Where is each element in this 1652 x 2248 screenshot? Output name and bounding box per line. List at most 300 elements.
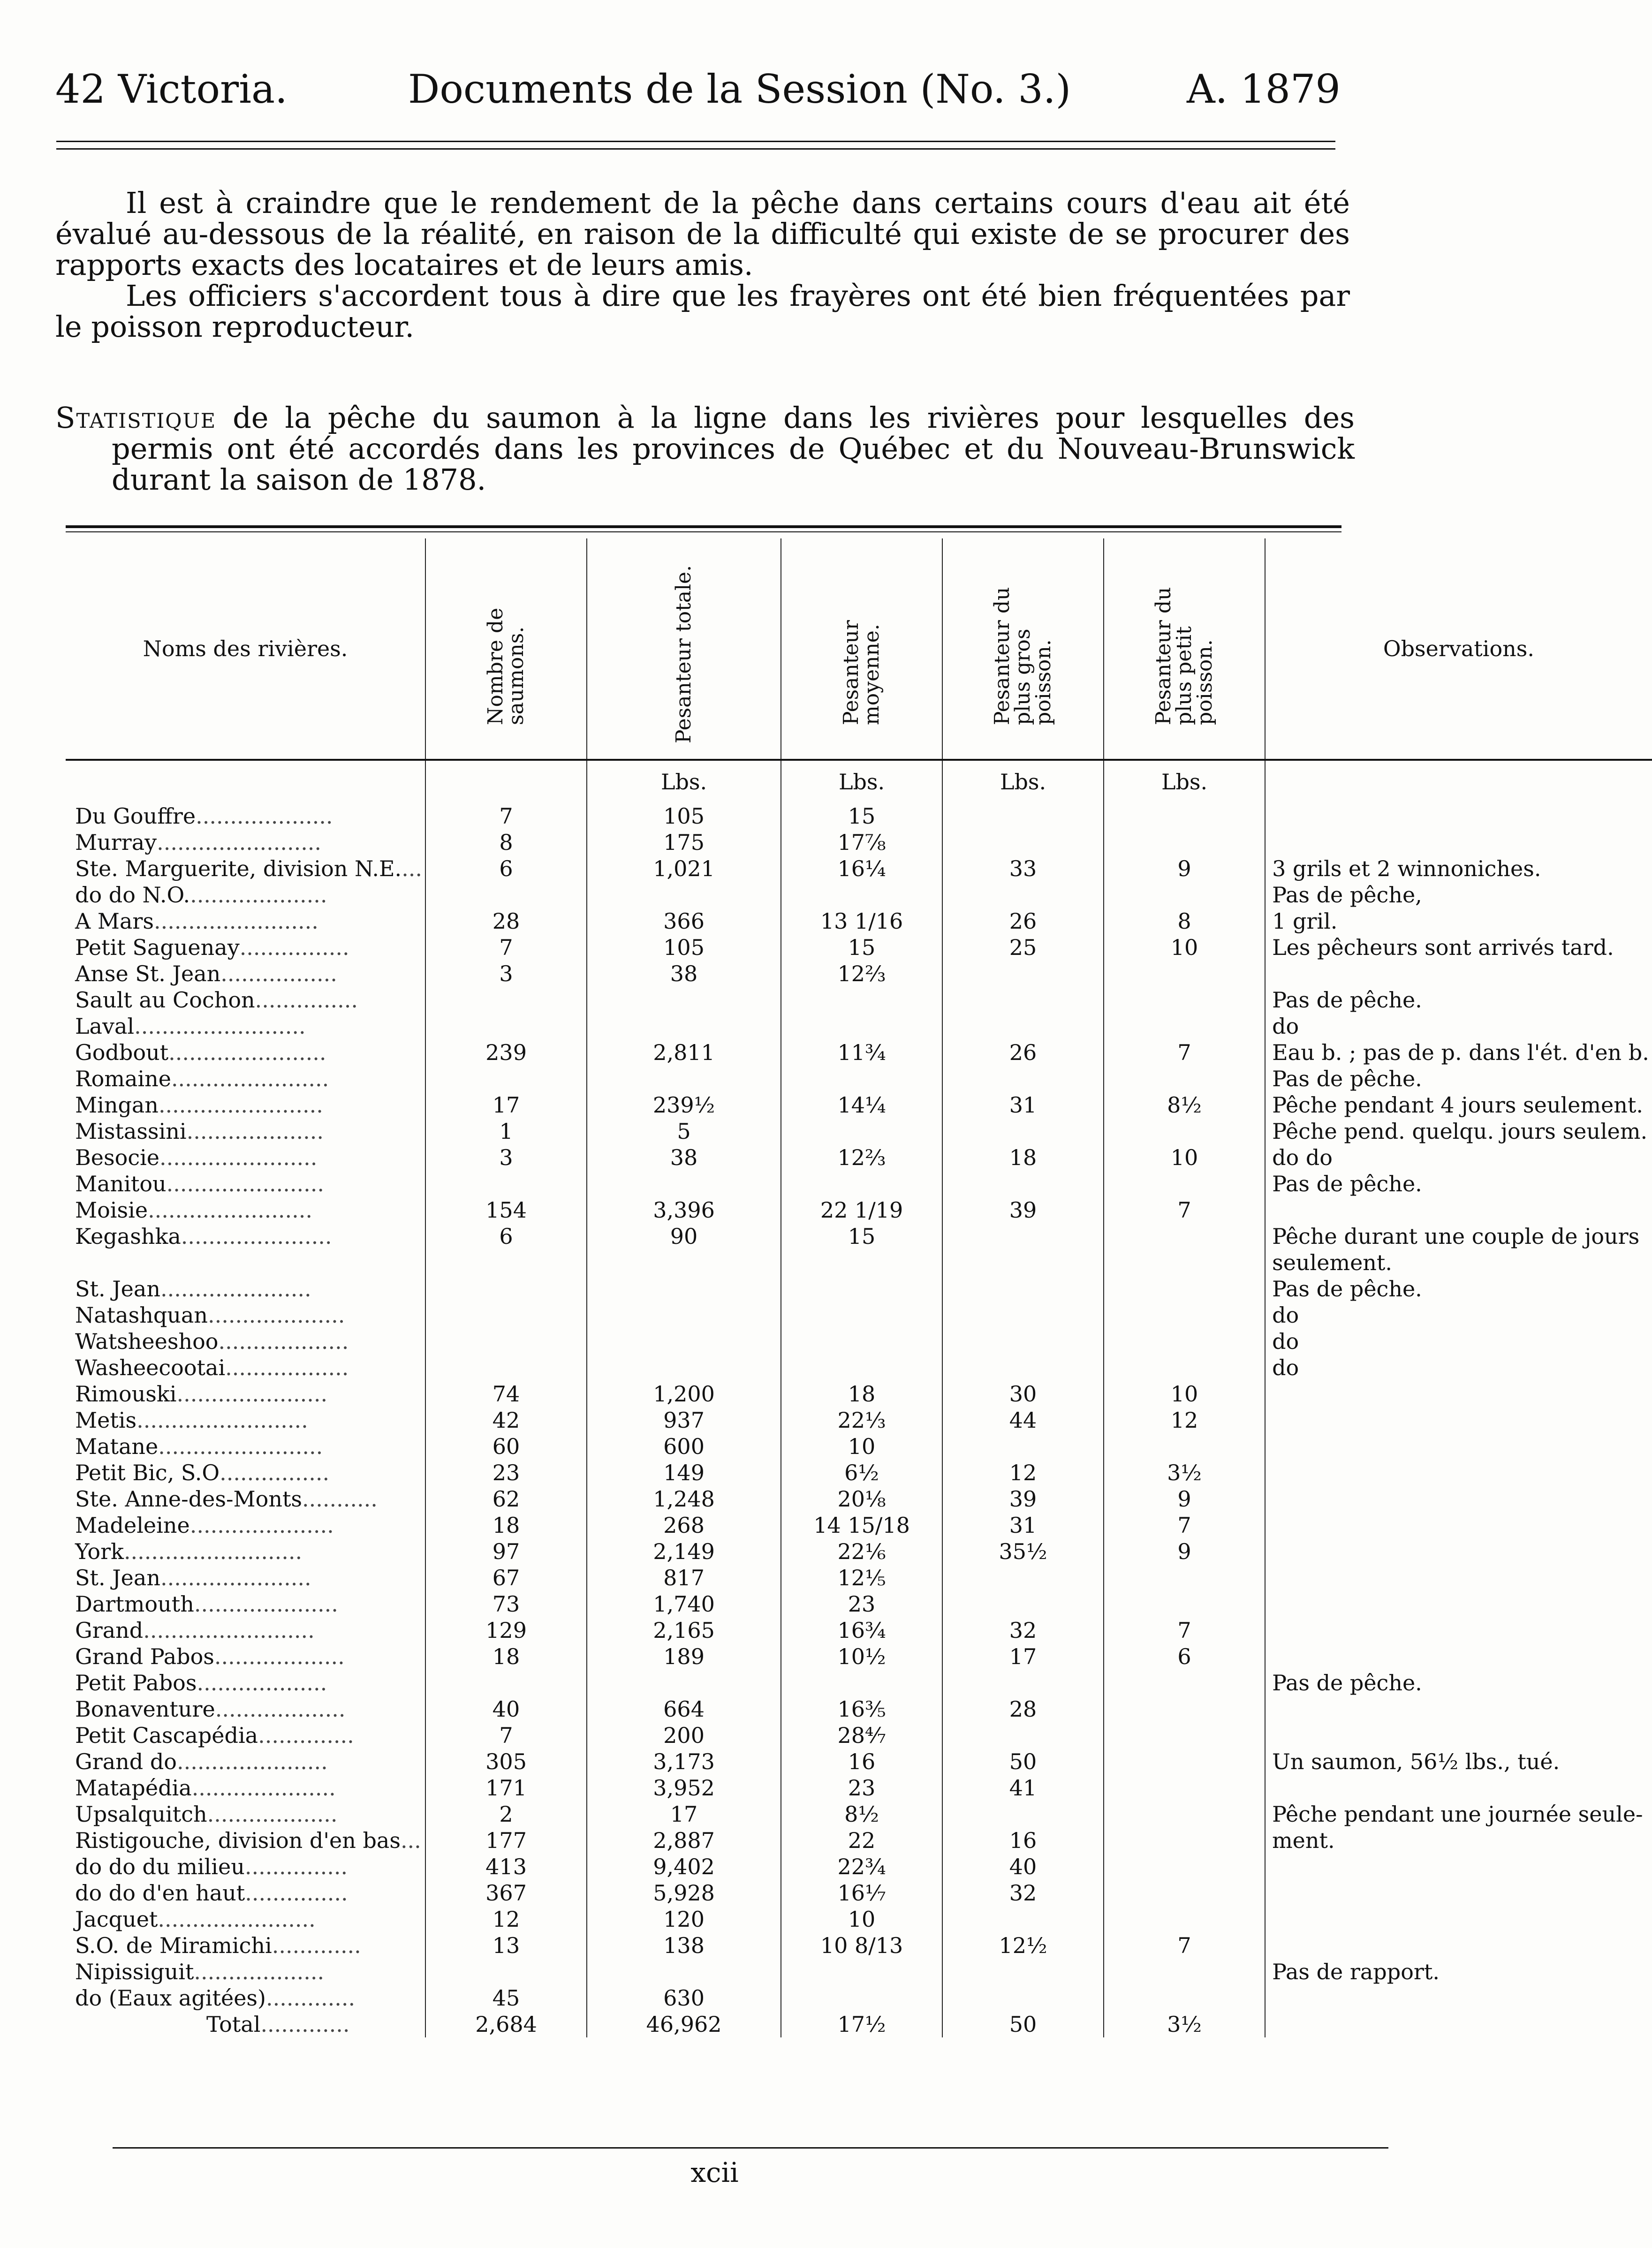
observation-cell [1265,1854,1652,1880]
max-cell [942,1565,1104,1591]
max-cell [942,1013,1104,1039]
total-cell [587,1039,781,1066]
avg-cell-text: 23 [848,1591,876,1617]
observation-cell [1265,1039,1652,1066]
river-name-text: Rimouski [75,1381,177,1407]
max-cell-text: 33 [1009,856,1037,881]
avg-cell [781,1906,942,1932]
total-cell-text: 2,165 [653,1618,715,1643]
max-cell [942,1039,1104,1066]
river-name-text: Grand [75,1618,144,1643]
observation-cell [1265,1775,1652,1801]
avg-cell-text: 10 8/13 [820,1933,903,1958]
total-cell [587,1775,781,1801]
max-cell-text: 41 [1009,1775,1037,1801]
avg-cell-text: 28⁴⁄₇ [837,1723,886,1748]
count-cell-text: 67 [492,1565,520,1590]
unit-avg: Lbs. [781,760,942,803]
total-cell [587,1801,781,1827]
table-header-row [66,538,1652,760]
observation-cell [1265,803,1652,829]
table-row [66,1039,1652,1066]
total-cell-text: 366 [663,908,705,934]
total-cell [587,1643,781,1670]
observation-cell [1265,1538,1652,1565]
river-name-text: Ste. Marguerite, division N.E. [75,856,402,881]
count-cell [425,1013,587,1039]
count-cell-text: 18 [492,1644,520,1669]
total-cell [587,855,781,882]
max-cell [942,1433,1104,1460]
river-name-text: Du Gouffre [75,803,196,829]
count-cell-text: 74 [492,1381,520,1407]
river-name-text: Nipissiguit [75,1959,194,1984]
observation-cell [1265,1670,1652,1696]
min-cell [1104,1013,1265,1039]
river-name: Murray........................ [75,830,322,855]
avg-cell-text: 12⅔ [837,1145,886,1170]
river-name [66,1249,425,1276]
count-cell [425,1118,587,1144]
count-cell-text: 18 [492,1513,520,1538]
max-cell [942,1538,1104,1565]
total-cell-text: 5,928 [653,1880,715,1906]
river-name: Matane........................ [75,1434,323,1459]
min-cell [1104,1696,1265,1722]
max-cell [942,1617,1104,1643]
observation-cell [1265,908,1652,934]
count-cell-text: 42 [492,1408,520,1433]
avg-cell-text: 16¼ [837,856,886,881]
total-cell [587,908,781,934]
river-name: Petit Bic, S.O................ [75,1460,330,1485]
river-name: Petit Cascapédia.............. [75,1723,354,1748]
min-cell [1104,829,1265,855]
observation-cell [1265,1722,1652,1748]
river-name: Ste. Anne-des-Monts........... [75,1486,378,1512]
count-cell-text: 129 [485,1618,527,1643]
total-cell [587,1617,781,1643]
total-cell-text: 138 [663,1933,705,1958]
avg-cell-text: 16 [848,1749,876,1774]
river-name-text: do do du milieu [75,1854,245,1879]
river-name-text: St. Jean [75,1565,160,1590]
min-cell-text: 6 [1177,1644,1191,1669]
min-cell [1104,1932,1265,1959]
table-row [66,1801,1652,1827]
total-cell-text: 3,173 [653,1749,715,1774]
min-cell [1104,1407,1265,1433]
river-name: St. Jean...................... [75,1565,311,1590]
count-cell-text: 7 [499,935,513,960]
river-name-text: Petit Pabos [75,1670,197,1695]
avg-cell [781,1643,942,1670]
river-name-text: Laval [75,1014,135,1039]
count-cell-text: 7 [499,803,513,829]
river-name-text: Bonaventure [75,1696,215,1722]
min-cell [1104,1433,1265,1460]
count-cell-text: 1 [499,1119,513,1144]
avg-cell [781,1854,942,1880]
river-name-text: Petit Cascapédia [75,1723,258,1748]
min-cell [1104,1801,1265,1827]
max-cell-text: 12½ [999,1933,1047,1958]
max-cell [942,803,1104,829]
avg-cell [781,1512,942,1538]
total-cell [587,1118,781,1144]
avg-cell-text: 14¼ [837,1092,886,1118]
total-cell-text: 1,021 [653,856,715,881]
min-cell [1104,882,1265,908]
caption-lead: Statistique [55,401,217,435]
count-cell-text: 7 [499,1723,513,1748]
observation-cell [1265,1591,1652,1617]
river-name-text: Mistassini [75,1119,187,1144]
avg-cell-text: 16⅐ [837,1880,886,1906]
total-cell [587,1748,781,1775]
avg-cell [781,1460,942,1486]
table-row [66,855,1652,882]
observation-cell-text: Pêche pendant une journée seule- [1272,1801,1643,1827]
avg-cell [781,1959,942,1985]
observation-cell [1265,1565,1652,1591]
min-cell [1104,1486,1265,1512]
table-row [66,1565,1652,1591]
river-name-text: Murray [75,830,157,855]
observation-cell [1265,1985,1652,2011]
observation-cell [1265,829,1652,855]
col-header-max-text: Pesanteur du plus gros poisson. [990,587,1056,725]
river-name: Moisie........................ [75,1197,312,1223]
observation-cell-text: 3 grils et 2 winnoniches. [1272,856,1541,881]
total-cell [587,1092,781,1118]
observation-cell [1265,1486,1652,1512]
total-cell [587,882,781,908]
max-cell [942,1092,1104,1118]
river-name-text: Manitou [75,1171,167,1196]
table-row [66,1932,1652,1959]
min-cell [1104,1171,1265,1197]
max-cell [942,1985,1104,2011]
max-cell [942,1381,1104,1407]
paragraph-2: Les officiers s'accordent tous à dire que les frayères ont été bien fréquentées par le poisson reproducteur. [55,279,1350,344]
river-name: Matapédia..................... [75,1775,336,1801]
max-cell-text: 39 [1009,1197,1037,1223]
max-cell [942,882,1104,908]
avg-cell-text: 15 [848,935,876,960]
count-cell-text: 62 [492,1486,520,1512]
avg-cell [781,1328,942,1355]
table-row [66,1171,1652,1197]
avg-cell [781,961,942,987]
river-name-text: Upsalquitch [75,1801,207,1827]
count-cell [425,1801,587,1827]
river-name: Bonaventure................... [75,1696,346,1722]
table-row [66,1197,1652,1223]
count-cell-text: 45 [492,1985,520,2011]
max-cell-text: 31 [1009,1092,1037,1118]
table-row [66,1827,1652,1854]
table-row [66,1512,1652,1538]
river-name-text: Sault au Cochon [75,987,255,1013]
observation-cell [1265,1197,1652,1223]
table-row [66,803,1652,829]
max-cell [942,1276,1104,1302]
table-row [66,1302,1652,1328]
min-cell-text: 10 [1170,935,1198,960]
observation-cell [1265,1643,1652,1670]
min-cell [1104,1591,1265,1617]
avg-cell-text: 12⅔ [837,961,886,986]
observation-cell-text: ment. [1272,1828,1335,1853]
observation-cell-text: Les pêcheurs sont arrivés tard. [1272,935,1614,960]
min-cell-text: 10 [1170,1145,1198,1170]
table-row [66,1538,1652,1565]
count-cell [425,1959,587,1985]
min-cell [1104,934,1265,961]
total-avg: 17½ [781,2011,942,2037]
min-cell [1104,1144,1265,1171]
min-cell [1104,1670,1265,1696]
avg-cell-text: 22¾ [837,1854,886,1879]
total-cell [587,1249,781,1276]
count-cell [425,934,587,961]
max-cell-text: 17 [1009,1644,1037,1669]
river-name: do do N.O..................... [75,882,327,908]
min-cell [1104,1302,1265,1328]
col-header-total-text: Pesanteur totale. [672,565,696,743]
min-cell-text: 3½ [1167,1460,1202,1485]
count-cell [425,1985,587,2011]
avg-cell [781,934,942,961]
avg-cell [781,1118,942,1144]
avg-cell-text: 15 [848,1224,876,1249]
avg-cell-text: 10 [848,1907,876,1932]
observation-cell [1265,1407,1652,1433]
river-name: Upsalquitch................... [75,1801,338,1827]
total-cell [587,1906,781,1932]
river-name-text: A Mars [75,908,154,934]
observation-cell [1265,1381,1652,1407]
river-name: S.O. de Miramichi............. [75,1933,361,1958]
min-cell [1104,1066,1265,1092]
min-cell [1104,1854,1265,1880]
observation-cell [1265,1748,1652,1775]
count-cell [425,1276,587,1302]
total-cell [587,1512,781,1538]
avg-cell-text: 22⅙ [837,1539,886,1564]
table-row [66,987,1652,1013]
max-cell [942,855,1104,882]
count-cell [425,1092,587,1118]
count-cell [425,1381,587,1407]
observation-cell [1265,1801,1652,1827]
total-cell-text: 1,248 [653,1486,715,1512]
max-cell-text: 50 [1009,1749,1037,1774]
count-cell [425,1748,587,1775]
river-name-text: Grand do [75,1749,177,1774]
total-cell-text: 2,887 [653,1828,715,1853]
table-row [66,1959,1652,1985]
observation-cell [1265,1276,1652,1302]
observation-cell-text: Pas de pêche, [1272,882,1422,908]
min-cell [1104,1827,1265,1854]
river-name-text: St. Jean [75,1276,160,1302]
observation-cell [1265,1696,1652,1722]
count-cell [425,1880,587,1906]
total-cell [587,1355,781,1381]
col-header-total [587,538,781,760]
max-cell [942,1748,1104,1775]
avg-cell [781,855,942,882]
observation-cell-text: Pas de pêche. [1272,1066,1422,1091]
observation-cell [1265,987,1652,1013]
avg-cell-text: 22 [848,1828,876,1853]
table-row [66,1328,1652,1355]
total-cell-text: 268 [663,1513,705,1538]
table-row [66,1748,1652,1775]
count-cell-text: 28 [492,908,520,934]
total-cell [587,803,781,829]
count-cell-text: 17 [492,1092,520,1118]
count-cell [425,1171,587,1197]
max-cell-text: 25 [1009,935,1037,960]
observation-cell-text: do [1272,1329,1299,1354]
avg-cell-text: 13 1/16 [820,908,903,934]
total-cell-text: 817 [663,1565,705,1590]
avg-cell-text: 12⅕ [837,1565,886,1590]
min-cell-text: 9 [1177,1539,1191,1564]
count-cell [425,1066,587,1092]
header-rule-1 [56,141,1335,142]
table-top-rule-thin [66,531,1341,532]
col-header-avg [781,538,942,760]
bottom-rule [113,2147,1388,2149]
min-cell [1104,961,1265,987]
count-cell [425,855,587,882]
avg-cell [781,987,942,1013]
river-name: York.......................... [75,1539,303,1564]
river-name: Ste. Marguerite, division N.E.... [75,856,423,881]
total-cell [587,1932,781,1959]
avg-cell [781,1486,942,1512]
unit-min: Lbs. [1104,760,1265,803]
river-name-text: Besocie [75,1145,160,1170]
count-cell [425,1512,587,1538]
avg-cell [781,1827,942,1854]
river-name-text: Metis [75,1408,137,1433]
table-row [66,1486,1652,1512]
river-name-text: S.O. de Miramichi [75,1933,272,1958]
total-cell-text: 175 [663,830,705,855]
min-cell-text: 12 [1170,1408,1198,1433]
count-cell [425,1775,587,1801]
max-cell-text: 32 [1009,1618,1037,1643]
avg-cell [781,1670,942,1696]
river-name-text: Ste. Anne-des-Monts [75,1486,303,1512]
avg-cell [781,1748,942,1775]
min-cell [1104,987,1265,1013]
table-row [66,1092,1652,1118]
river-name-text: Dartmouth [75,1591,194,1617]
observation-cell [1265,961,1652,987]
avg-cell-text: 8½ [844,1801,879,1827]
river-name-text: York [75,1539,124,1564]
avg-cell-text: 22⅓ [837,1408,886,1433]
river-name-text: Romaine [75,1066,171,1091]
avg-cell [781,1775,942,1801]
total-cell [587,1013,781,1039]
table-row [66,1118,1652,1144]
observation-cell-text: do do [1272,1145,1333,1170]
total-cell [587,1460,781,1486]
observation-cell-text: Eau b. ; pas de p. dans l'ét. d'en b. [1272,1040,1649,1065]
table-row [66,1249,1652,1276]
river-name-text: Mingan [75,1092,159,1118]
count-cell [425,1932,587,1959]
max-cell [942,1328,1104,1355]
observation-cell [1265,1512,1652,1538]
unit-max: Lbs. [942,760,1104,803]
min-cell [1104,1643,1265,1670]
observation-cell [1265,1959,1652,1985]
unit-total: Lbs. [587,760,781,803]
count-cell-text: 40 [492,1696,520,1722]
max-cell [942,908,1104,934]
min-cell [1104,1223,1265,1249]
avg-cell-text: 10 [848,1434,876,1459]
avg-cell [781,1433,942,1460]
avg-cell [781,1696,942,1722]
total-cell-text: 1,200 [653,1381,715,1407]
count-cell-text: 3 [499,1145,513,1170]
max-cell [942,1486,1104,1512]
river-name: do do d'en haut............... [75,1880,348,1906]
count-cell [425,1433,587,1460]
river-name: A Mars........................ [75,908,318,934]
total-cell-text: 630 [663,1985,705,2011]
observation-cell [1265,1092,1652,1118]
min-cell [1104,1617,1265,1643]
count-cell [425,1696,587,1722]
total-cell [587,1328,781,1355]
max-cell-text: 28 [1009,1696,1037,1722]
observation-cell [1265,882,1652,908]
count-cell [425,1223,587,1249]
count-cell-text: 12 [492,1907,520,1932]
total-cell [587,1381,781,1407]
avg-cell [781,1039,942,1066]
count-cell [425,1906,587,1932]
count-cell-text: 73 [492,1591,520,1617]
total-cell [587,1722,781,1748]
count-cell-text: 13 [492,1933,520,1958]
min-cell [1104,1276,1265,1302]
min-cell-text: 7 [1177,1197,1191,1223]
observation-cell-text: do [1272,1014,1299,1039]
river-name: Washeecootai.................. [75,1355,349,1380]
total-cell [587,1985,781,2011]
river-name: Jacquet....................... [75,1907,316,1932]
min-cell-text: 7 [1177,1513,1191,1538]
river-name: Metis......................... [75,1408,308,1433]
total-cell-text: 664 [663,1696,705,1722]
avg-cell [781,1276,942,1302]
observation-cell [1265,1302,1652,1328]
caption-text: de la pêche du saumon à la ligne dans les rivières pour lesquelles des permis ont été accordés dans les provinces de Québec et du Nouveau-Brunswick durant la saison de 1878. [112,401,1355,497]
observation-cell-text: Pas de rapport. [1272,1959,1440,1984]
max-cell-text: 26 [1009,1040,1037,1065]
